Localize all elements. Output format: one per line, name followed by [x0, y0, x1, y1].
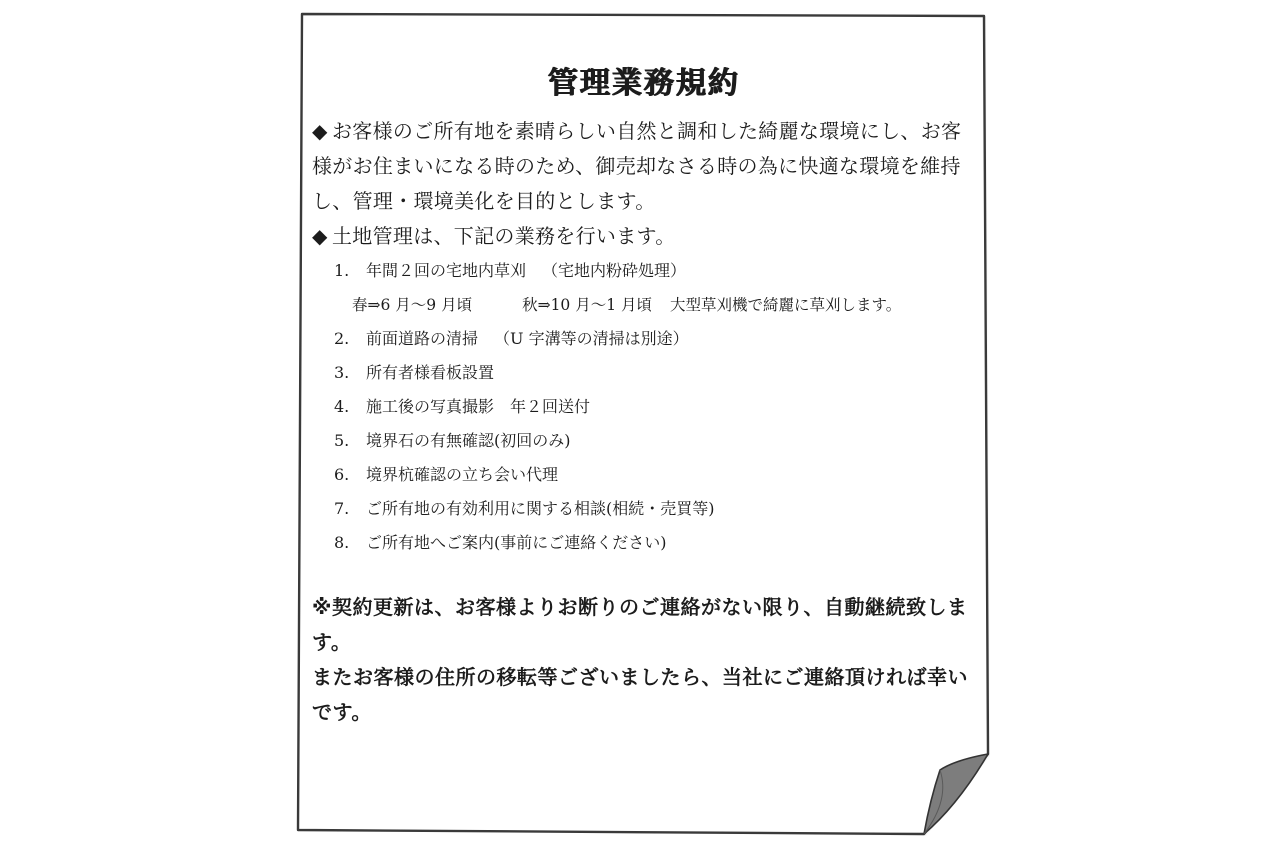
address-notice: またお客様の住所の移転等ございましたら、当社にご連絡頂ければ幸いです。	[312, 665, 968, 724]
list-item	[312, 322, 976, 356]
list-number: 3.	[334, 363, 350, 382]
diamond-bullet-icon: ◆	[312, 224, 328, 248]
intro-paragraph-services	[312, 219, 976, 254]
list-text: 年間２回の宅地内草刈	[366, 261, 527, 280]
list-item	[312, 424, 976, 458]
list-note: （U 字溝等の清掃は別途）	[494, 329, 689, 348]
list-number: 4.	[334, 397, 350, 416]
list-item	[312, 254, 976, 288]
list-text: 境界杭確認の立ち会い代理	[366, 465, 559, 484]
list-text: ご所有地へご案内(事前にご連絡ください)	[366, 533, 667, 552]
document-title: 管理業務規約	[548, 66, 740, 101]
list-item	[312, 390, 976, 424]
list-note: 年２回送付	[510, 397, 591, 416]
list-item	[312, 458, 976, 492]
machine-note: 大型草刈機で綺麗に草刈します。	[670, 296, 902, 314]
intro-paragraph-purpose	[312, 114, 976, 219]
list-text: 施工後の写真撮影	[366, 397, 495, 416]
notice-block	[312, 590, 976, 730]
list-text: ご所有地の有効利用に関する相談(相続・売買等)	[366, 499, 715, 518]
list-number: 7.	[334, 499, 350, 518]
diamond-bullet-icon: ◆	[312, 119, 328, 143]
list-text: 所有者様看板設置	[366, 363, 495, 382]
list-item-detail	[312, 288, 976, 322]
list-text: 前面道路の清掃	[366, 329, 479, 348]
list-number: 8.	[334, 533, 350, 552]
list-item	[312, 526, 976, 560]
list-item	[312, 356, 976, 390]
spring-period: 春⇒6 月～9 月頃	[352, 296, 473, 314]
autumn-period: 秋⇒10 月～1 月頃	[522, 296, 653, 314]
list-item	[312, 492, 976, 526]
list-number: 5.	[334, 431, 350, 450]
list-number: 2.	[334, 329, 350, 348]
intro-text-purpose: お客様のご所有地を素晴らしい自然と調和した綺麗な環境にし、お客様がお住まいになる時のため、御売却なさる時の為に快適な環境を維持し、管理・環境美化を目的とします。	[312, 119, 962, 213]
document-content	[312, 62, 976, 730]
list-note: （宅地内粉砕処理）	[542, 261, 687, 280]
renewal-notice: ※契約更新は、お客様よりお断りのご連絡がない限り、自動継続致します。	[312, 595, 968, 654]
list-number: 6.	[334, 465, 350, 484]
list-text: 境界石の有無確認(初回のみ)	[366, 431, 571, 450]
list-number: 1.	[334, 261, 350, 280]
services-list	[312, 254, 976, 560]
intro-text-services: 土地管理は、下記の業務を行います。	[332, 224, 676, 248]
